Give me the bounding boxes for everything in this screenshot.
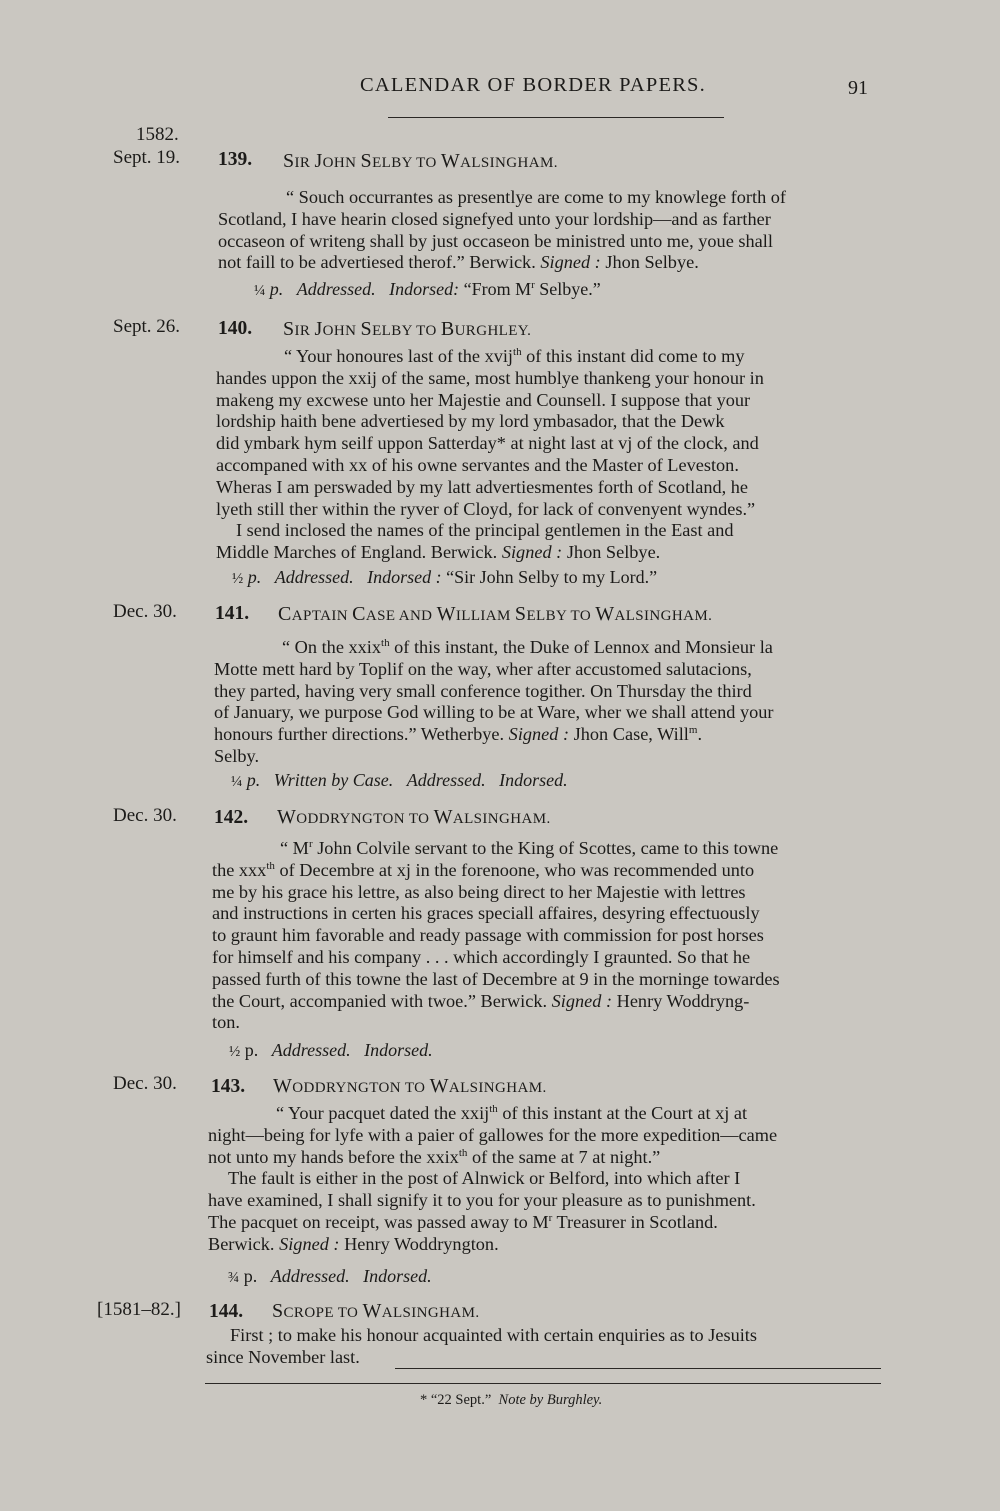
body-line: makeng my excwese unto her Majestie and Counsell. I suppose that your	[216, 389, 751, 410]
entry-heading: WODDRYNGTON TO WALSINGHAM.	[277, 806, 551, 828]
body-line: Motte mett hard by Toplif on the way, wher after accustomed salutacions,	[214, 658, 752, 679]
body-line: handes uppon the xxij of the same, most humblye thankeng your honour in	[216, 367, 764, 388]
body-line: “ On the xxix$^{th}$ of this instant, the Duke of Lennox and Monsieur la	[282, 636, 773, 657]
entry-date: Dec. 30.	[113, 601, 177, 622]
entry-number: 139.	[218, 149, 253, 170]
body-line: of January, we purpose God willing to be at Ware, wher we shall attend your	[214, 702, 774, 723]
entry-date: [1581–82.]	[97, 1299, 181, 1320]
body-line: lordship haith bene advertiesed by my lord ymbasador, that the Dewk	[216, 411, 725, 432]
body-line: me by his grace his lettre, as also being direct to her Majestie with lettres	[212, 881, 746, 902]
body-line: occaseon of writeng shall by just occaseon be ministred unto me, youe shall	[218, 230, 773, 251]
body-line: the xxx$^{th}$ of Decembre at xj in the forenoone, who was recommended unto	[212, 859, 755, 880]
entry-number: 140.	[218, 318, 253, 339]
body-line: to graunt him favorable and ready passage with commission for post horses	[212, 925, 764, 946]
entry-meta: ¾ p. Addressed. Indorsed.	[228, 1266, 432, 1286]
body-line: Scotland, I have hearin closed signefyed unto your lordship—and as farther	[218, 208, 771, 229]
body-line: The fault is either in the post of Alnwick or Belford, into which after I	[228, 1168, 741, 1189]
body-line: for himself and his company . . . which accordingly I graunted. So that he	[212, 946, 751, 967]
entry-date: Dec. 30.	[113, 1073, 177, 1094]
page-number: 91	[848, 77, 868, 99]
entry-body	[212, 838, 888, 1034]
entry-body	[214, 637, 888, 768]
entry-number: 141.	[215, 603, 250, 624]
body-line: passed furth of this towne the last of Decembre at 9 in the morninge towardes	[212, 968, 780, 989]
body-line: Wheras I am perswaded by my latt advertiesmentes forth of Scotland, he	[216, 476, 749, 497]
body-line: night—being for lyfe with a paier of gallowes for the more expedition—came	[208, 1124, 778, 1145]
body-line: “ Your honoures last of the xvij$^{th}$ of this instant did come to my	[284, 345, 745, 366]
entry-date: Sept. 26.	[113, 316, 181, 337]
body-line: Middle Marches of England. Berwick. Signed : Jhon Selbye.	[216, 542, 661, 563]
entry-meta: ¼ p. Written by Case. Addressed. Indorsed.	[231, 770, 568, 790]
body-line: accompaned with xx of his owne servantes and the Master of Leveston.	[216, 454, 739, 475]
body-line: not faill to be advertiesed therof.” Berwick. Signed : Jhon Selbye.	[218, 252, 699, 273]
body-line: the Court, accompanied with twoe.” Berwick. Signed : Henry Woddryng-	[212, 990, 750, 1011]
entry-meta: ½ p. Addressed. Indorsed : “Sir John Selby to my Lord.”	[232, 567, 658, 587]
entry-body	[208, 1103, 888, 1256]
entry-body	[218, 187, 888, 274]
body-line: since November last.	[206, 1346, 360, 1367]
text-end-rule	[395, 1368, 881, 1369]
entry-date: Sept. 19.	[113, 147, 181, 168]
year-label: 1582.	[136, 124, 179, 145]
body-line: Selby.	[214, 745, 260, 766]
entry-heading: SIR JOHN SELBY TO BURGHLEY.	[283, 318, 532, 340]
body-line: did ymbark hym seilf uppon Satterday* at night last at vj of the clock, and	[216, 433, 759, 454]
entry-number: 142.	[214, 807, 249, 828]
body-line: The pacquet on receipt, was passed away to $M^r$ Treasurer in Scotland.	[208, 1211, 718, 1232]
entry-heading: WODDRYNGTON TO WALSINGHAM.	[273, 1075, 547, 1097]
entry-body	[216, 346, 888, 564]
body-line: lyeth still ther within the ryver of Cloyd, for lack of convenyent wyndes.”	[216, 498, 756, 519]
entry-meta: ½ p. Addressed. Indorsed.	[229, 1040, 433, 1060]
header-rule	[388, 117, 724, 118]
body-line: have examined, I shall signify it to you for your pleasure as to punishment.	[208, 1190, 756, 1211]
entry-heading: CAPTAIN CASE AND WILLIAM SELBY TO WALSINGHAM.	[278, 603, 713, 625]
body-line: ton.	[212, 1012, 240, 1033]
entry-heading: SIR JOHN SELBY TO WALSINGHAM.	[283, 150, 558, 172]
entry-number: 143.	[211, 1076, 246, 1097]
body-line: “ Your pacquet dated the xxij$^{th}$ of this instant at the Court at xj at	[276, 1102, 748, 1123]
entry-body	[206, 1325, 888, 1369]
header-title: CALENDAR OF BORDER PAPERS.	[360, 74, 706, 96]
body-line: Berwick. Signed : Henry Woddryngton.	[208, 1233, 499, 1254]
body-line: First ; to make his honour acquainted with certain enquiries as to Jesuits	[230, 1325, 758, 1345]
body-line: “ $M^r$ John Colvile servant to the King of Scottes, came to this towne	[280, 837, 779, 858]
body-line: “ Souch occurrantes as presentlye are come to my knowlege forth of	[286, 187, 787, 207]
entry-meta: ¼ p. Addressed. Indorsed: “From $M^r$ Selbye.”	[254, 279, 601, 299]
footnote-rule	[205, 1383, 881, 1384]
body-line: not unto my hands before the xxix$^{th}$ of the same at 7 at night.”	[208, 1146, 661, 1167]
body-line: I send inclosed the names of the principal gentlemen in the East and	[236, 520, 734, 541]
body-line: and instructions in certen his graces speciall affaires, desyring effectuously	[212, 903, 760, 924]
entry-date: Dec. 30.	[113, 805, 177, 826]
entry-heading: SCROPE TO WALSINGHAM.	[272, 1300, 480, 1322]
footnote: * “22 Sept.” Note by Burghley.	[420, 1392, 603, 1408]
body-line: they parted, having very small conference togither. On Thursday the third	[214, 680, 752, 701]
body-line: honours further directions.” Wetherbye. Signed : Jhon Case, Will$^m$.	[214, 724, 703, 745]
running-header	[0, 74, 1000, 114]
entry-number: 144.	[209, 1301, 244, 1322]
